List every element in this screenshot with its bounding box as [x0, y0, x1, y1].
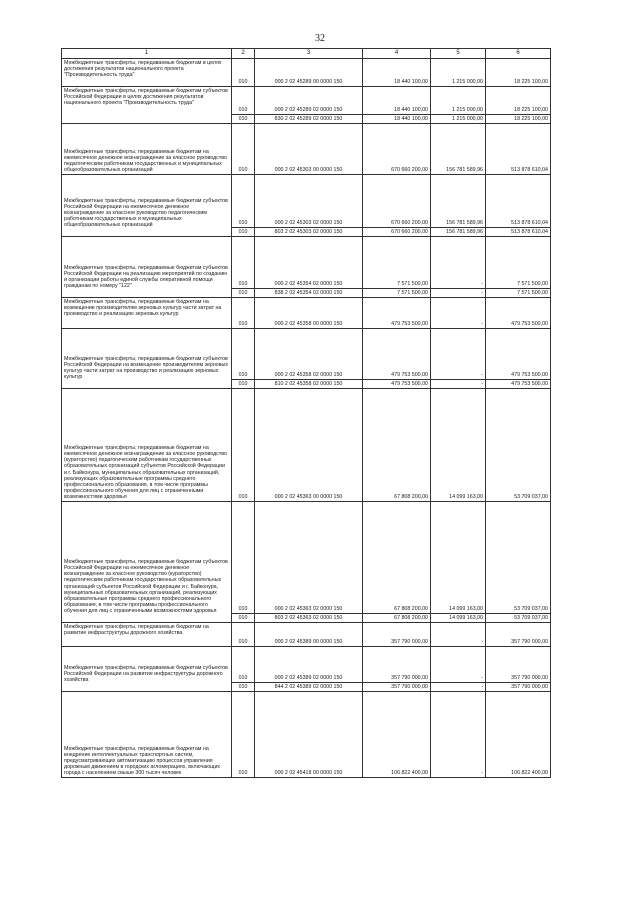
row-name: Межбюджетные трансферты, передаваемые бюджетам субъектов Российской Федерации в целях достижения результатов национального проекта "Производительность труда"	[62, 87, 232, 124]
line-code: 010	[232, 298, 255, 329]
budget-code: 000 2 02 45363 00 0000 150	[255, 389, 363, 502]
budget-code: 000 2 02 45289 00 0000 150	[255, 59, 363, 87]
table-row	[62, 502, 551, 614]
row-name: Межбюджетные трансферты, передаваемые бюджетам на возмещение производителям зерновых культур части затрат на производство и реализацию зерновых культур	[62, 298, 232, 329]
budget-code: 830 2 02 45289 02 0000 150	[255, 115, 363, 124]
approved-amount: 18 440 100,00	[363, 115, 431, 124]
header-col-1: 1	[62, 49, 232, 59]
budget-code: 000 2 02 45289 02 0000 150	[255, 87, 363, 115]
approved-amount: 670 660 200,00	[363, 228, 431, 237]
table-row	[62, 389, 551, 502]
budget-code: 000 2 02 45389 02 0000 150	[255, 647, 363, 683]
budget-code: 000 2 02 45358 02 0000 150	[255, 329, 363, 380]
table-row	[62, 329, 551, 380]
unexecuted-amount: 18 225 100,00	[486, 115, 551, 124]
header-col-4: 4	[363, 49, 431, 59]
approved-amount: 479 753 500,00	[363, 329, 431, 380]
table-row	[62, 87, 551, 115]
executed-amount: 156 781 589,96	[431, 175, 486, 228]
approved-amount: 106 822 400,00	[363, 692, 431, 778]
budget-code: 000 2 02 45389 00 0000 150	[255, 623, 363, 647]
approved-amount: 18 440 100,00	[363, 87, 431, 115]
line-code: 010	[232, 647, 255, 683]
line-code: 010	[232, 683, 255, 692]
budget-code: 810 2 02 45358 02 0000 150	[255, 380, 363, 389]
approved-amount: 670 660 200,00	[363, 124, 431, 175]
unexecuted-amount: 106 822 400,00	[486, 692, 551, 778]
unexecuted-amount: 357 790 000,00	[486, 647, 551, 683]
row-name: Межбюджетные трансферты, передаваемые бюджетам субъектов Российской Федерации на ежемесячное денежное вознаграждение за классное руководство педагогическим работникам государственных и муниципальных общеобразовательных организаций	[62, 175, 232, 237]
approved-amount: 67 808 200,00	[363, 502, 431, 614]
budget-code: 000 2 02 45354 02 0000 150	[255, 237, 363, 289]
row-name: Межбюджетные трансферты, передаваемые бюджетам на развитие инфраструктуры дорожного хозяйства	[62, 623, 232, 647]
line-code: 010	[232, 329, 255, 380]
line-code: 010	[232, 87, 255, 115]
budget-code: 000 2 02 45418 00 0000 150	[255, 692, 363, 778]
unexecuted-amount: 53 709 037,00	[486, 502, 551, 614]
unexecuted-amount: 479 753 500,00	[486, 329, 551, 380]
line-code: 010	[232, 614, 255, 623]
unexecuted-amount: 18 225 100,00	[486, 59, 551, 87]
unexecuted-amount: 7 571 500,00	[486, 289, 551, 298]
unexecuted-amount: 513 878 610,04	[486, 175, 551, 228]
executed-amount: -	[431, 289, 486, 298]
approved-amount: 357 790 000,00	[363, 623, 431, 647]
page-number: 32	[315, 33, 325, 44]
row-name: Межбюджетные трансферты, передаваемые бюджетам субъектов Российской Федерации на развитие инфраструктуры дорожного хозяйства	[62, 647, 232, 692]
table-row	[62, 692, 551, 778]
unexecuted-amount: 479 753 500,00	[486, 380, 551, 389]
executed-amount: 156 781 589,96	[431, 124, 486, 175]
unexecuted-amount: 7 571 500,00	[486, 237, 551, 289]
budget-code: 000 2 02 45303 00 0000 150	[255, 124, 363, 175]
executed-amount: 14 099 163,00	[431, 502, 486, 614]
line-code: 010	[232, 692, 255, 778]
line-code: 010	[232, 228, 255, 237]
table-header-row	[62, 49, 551, 59]
line-code: 010	[232, 502, 255, 614]
unexecuted-amount: 53 709 037,00	[486, 389, 551, 502]
executed-amount: -	[431, 380, 486, 389]
budget-table	[61, 48, 551, 778]
unexecuted-amount: 53 709 037,00	[486, 614, 551, 623]
unexecuted-amount: 357 790 000,00	[486, 623, 551, 647]
budget-code: 000 2 02 45358 00 0000 150	[255, 298, 363, 329]
executed-amount: -	[431, 683, 486, 692]
table-row	[62, 237, 551, 289]
executed-amount: 14 099 163,00	[431, 614, 486, 623]
executed-amount: -	[431, 692, 486, 778]
unexecuted-amount: 357 790 000,00	[486, 683, 551, 692]
table-row	[62, 175, 551, 228]
budget-code: 803 2 02 45303 02 0000 150	[255, 228, 363, 237]
line-code: 010	[232, 237, 255, 289]
line-code: 010	[232, 380, 255, 389]
table-row	[62, 124, 551, 175]
approved-amount: 67 808 200,00	[363, 614, 431, 623]
budget-code: 000 2 02 45303 02 0000 150	[255, 175, 363, 228]
row-name: Межбюджетные трансферты, передаваемые бюджетам на ежемесячное денежное вознаграждение за классное руководство (кураторство) педагогическим работникам государственных образовательных организаций субъектов Российской Федерации и г. Байконура, муниципальных образовательных организаций, реализующих образовательные программы среднего профессионального образования, в том числе программы профессионального обучения для лиц с ограниченными возможностями здоровья	[62, 389, 232, 502]
approved-amount: 479 753 500,00	[363, 298, 431, 329]
executed-amount: -	[431, 623, 486, 647]
header-col-5: 5	[431, 49, 486, 59]
approved-amount: 7 571 500,00	[363, 289, 431, 298]
executed-amount: 1 215 000,00	[431, 115, 486, 124]
table-row	[62, 59, 551, 87]
line-code: 010	[232, 175, 255, 228]
approved-amount: 670 660 200,00	[363, 175, 431, 228]
approved-amount: 357 790 000,00	[363, 647, 431, 683]
line-code: 010	[232, 59, 255, 87]
line-code: 010	[232, 115, 255, 124]
line-code: 010	[232, 623, 255, 647]
approved-amount: 7 571 500,00	[363, 237, 431, 289]
executed-amount: 1 215 000,00	[431, 59, 486, 87]
row-name: Межбюджетные трансферты, передаваемые бюджетам субъектов Российской Федерации на реализацию мероприятий по созданию и организации работы единой службы оперативной помощи гражданам по номеру "122"	[62, 237, 232, 298]
executed-amount: -	[431, 237, 486, 289]
executed-amount: 156 781 589,96	[431, 228, 486, 237]
approved-amount: 18 440 100,00	[363, 59, 431, 87]
approved-amount: 67 808 200,00	[363, 389, 431, 502]
executed-amount: 14 099 163,00	[431, 389, 486, 502]
line-code: 010	[232, 289, 255, 298]
unexecuted-amount: 18 225 100,00	[486, 87, 551, 115]
approved-amount: 357 790 000,00	[363, 683, 431, 692]
executed-amount: -	[431, 647, 486, 683]
unexecuted-amount: 513 878 610,04	[486, 124, 551, 175]
table-row	[62, 647, 551, 683]
table-row	[62, 623, 551, 647]
row-name: Межбюджетные трансферты, передаваемые бюджетам в целях достижения результатов национального проекта "Производительность труда"	[62, 59, 232, 87]
executed-amount: -	[431, 298, 486, 329]
header-col-6: 6	[486, 49, 551, 59]
header-col-2: 2	[232, 49, 255, 59]
row-name: Межбюджетные трансферты, передаваемые бюджетам субъектов Российской Федерации на возмещение производителям зерновых культур части затрат на производство и реализацию зерновых культур	[62, 329, 232, 389]
line-code: 010	[232, 389, 255, 502]
budget-code: 844 2 02 45389 02 0000 150	[255, 683, 363, 692]
table-row	[62, 298, 551, 329]
budget-code: 803 2 02 45363 02 0000 150	[255, 614, 363, 623]
line-code: 010	[232, 124, 255, 175]
unexecuted-amount: 513 878 610,04	[486, 228, 551, 237]
budget-code: 838 2 02 45354 02 0000 150	[255, 289, 363, 298]
approved-amount: 479 753 500,00	[363, 380, 431, 389]
budget-code: 000 2 02 45363 02 0000 150	[255, 502, 363, 614]
row-name: Межбюджетные трансферты, передаваемые бюджетам субъектов Российской Федерации на ежемесячное денежное вознаграждение за классное руководство (кураторство) педагогическим работникам государственных образовательных организаций субъектов Российской Федерации и г. Байконура, муниципальных образовательных организаций, реализующих образовательные программы среднего профессионального образования, в том числе программы профессионального обучения для лиц с ограниченными возможностями здоровья	[62, 502, 232, 623]
header-col-3: 3	[255, 49, 363, 59]
row-name: Межбюджетные трансферты, передаваемые бюджетам на внедрение интеллектуальных транспортных систем, предусматривающих автоматизацию процессов управления дорожным движением в городских агломерациях, включающих города с населением свыше 300 тысяч человек	[62, 692, 232, 778]
executed-amount: -	[431, 329, 486, 380]
row-name: Межбюджетные трансферты, передаваемые бюджетам на ежемесячное денежное вознаграждение за классное руководство педагогическим работникам государственных и муниципальных общеобразовательных организаций	[62, 124, 232, 175]
unexecuted-amount: 479 753 500,00	[486, 298, 551, 329]
executed-amount: 1 215 000,00	[431, 87, 486, 115]
